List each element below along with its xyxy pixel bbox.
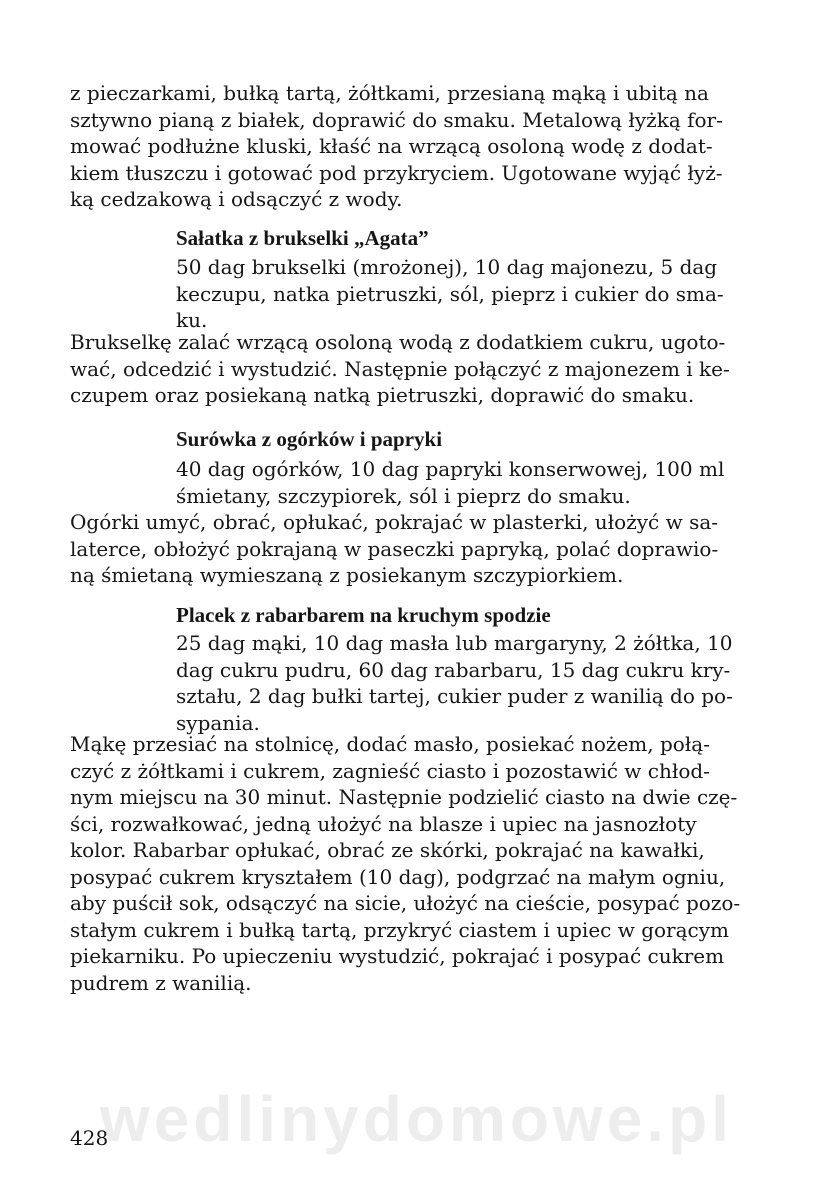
recipe-ingredients [176,456,738,509]
intro-paragraph [70,80,738,213]
recipe-title: Sałatka z brukselki „Agata” [176,226,429,250]
watermark: wedlinydomowe.pl [100,1083,733,1155]
recipe-ingredients [176,254,738,334]
text-line: sztywno pianą z białek, doprawić do smaku. Metalową łyżką for- [70,107,723,132]
text-line: Brukselkę zalać wrzącą osoloną wodą z dodatkiem cukru, ugoto- [70,330,726,354]
text-line: ści, rozwałkować, jedną ułożyć na blasze i upiec na jasnozłoty [70,811,697,836]
text-line: Mąkę przesiać na stolnicę, dodać masło, posiekać nożem, połą- [70,732,710,756]
text-line: sypania. [176,710,260,735]
text-line: czupem oraz posiekaną natką pietruszki, doprawić do smaku. [70,383,695,407]
recipe-title: Surówka z ogórków i papryki [176,427,443,451]
text-line: ną śmietaną wymieszaną z posiekanym szczypiorkiem. [70,563,624,587]
text-line: 25 dag mąki, 10 dag masła lub margaryny, 2 żółtka, 10 [176,631,733,655]
text-line: mować podłużne kluski, kłaść na wrzącą osoloną wodę z dodat- [70,134,713,158]
text-line: śmietany, szczypiorek, sól i pieprz do smaku. [176,483,631,508]
text-line: posypać cukrem kryształem (10 dag), podgrzać na małym ogniu, [70,864,726,889]
text-line: ką cedzakową i odsączyć z wody. [70,187,403,211]
text-line: z pieczarkami, bułką tartą, żółtkami, przesianą mąką i ubitą na [70,81,709,105]
recipe-method [70,509,738,589]
text-line: Ogórki umyć, obrać, opłukać, pokrajać w plasterki, ułożyć w sa- [70,510,719,534]
text-line: pudrem z wanilią. [70,970,252,995]
text-line: kiem tłuszczu i gotować pod przykryciem. Ugotowane wyjąć łyż- [70,160,723,185]
text-line: nym miejscu na 30 minut. Następnie podzielić ciasto na dwie czę- [70,785,738,809]
text-line: laterce, obłożyć pokrajaną w paseczki papryką, polać doprawio- [70,536,719,561]
text-line: aby puścił sok, odsączyć na sicie, ułożyć na cieście, posypać pozo- [70,891,741,915]
text-line: ku. [176,308,208,332]
text-line: piekarniku. Po upieczeniu wystudzić, pokrajać i posypać cukrem [70,944,725,968]
recipe-ingredients [176,630,738,736]
text-line: 50 dag brukselki (mrożonej), 10 dag majonezu, 5 dag [176,255,718,279]
text-line: ształu, 2 dag bułki tartej, cukier puder z wanilią do po- [176,684,733,708]
text-line: kolor. Rabarbar opłukać, obrać ze skórki, pokrajać na kawałki, [70,838,705,862]
text-line: czyć z żółtkami i cukrem, zagnieść ciasto i pozostawić w chłod- [70,758,710,783]
recipe-method [70,329,738,409]
text-line: dag cukru pudru, 60 dag rabarbaru, 15 dag cukru kry- [176,657,731,682]
page-number: 428 [70,1126,109,1150]
recipe-title: Placek z rabarbarem na kruchym spodzie [176,603,551,627]
text-line: 40 dag ogórków, 10 dag papryki konserwowej, 100 ml [176,457,725,481]
text-line: keczupu, natka pietruszki, sól, pieprz i cukier do sma- [176,281,724,306]
recipe-method [70,731,741,996]
text-line: stałym cukrem i bułką tartą, przykryć ciastem i upiec w gorącym [70,917,729,942]
text-line: wać, odcedzić i wystudzić. Następnie połączyć z majonezem i ke- [70,356,730,381]
